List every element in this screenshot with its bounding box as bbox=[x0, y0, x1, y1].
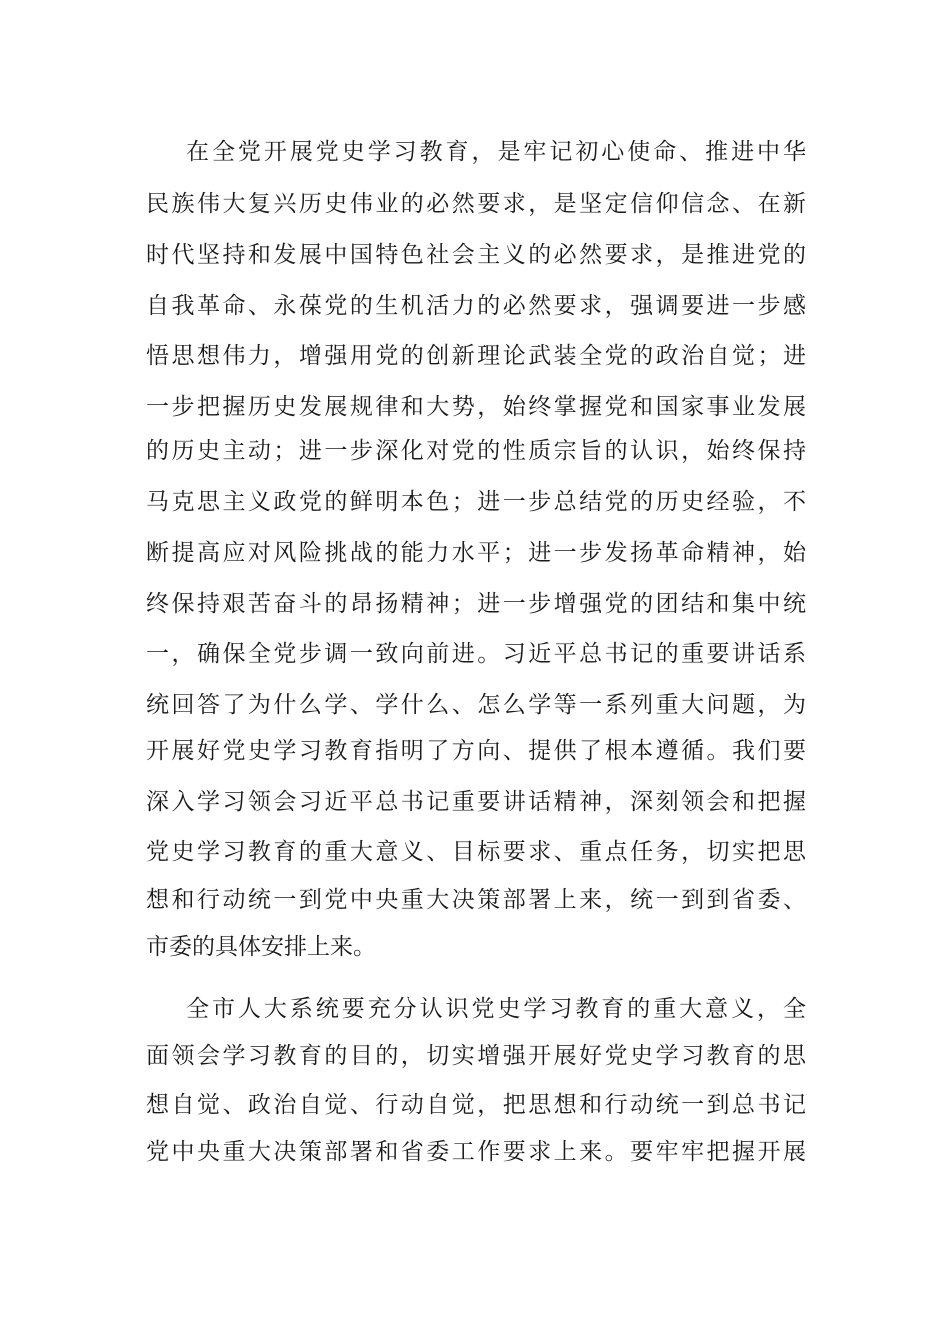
paragraph-1-line-9: 断提高应对风险挑战的能力水平；进一步发扬革命精神，始 bbox=[146, 540, 806, 566]
paragraph-2-line-1: 全市人大系统要充分认识党史学习教育的重大意义，全 bbox=[186, 996, 806, 1022]
paragraph-1-line-14: 深入学习领会习近平总书记重要讲话精神，深刻领会和把握 bbox=[146, 789, 806, 815]
paragraph-1-line-1: 在全党开展党史学习教育，是牢记初心使命、推进中华 bbox=[186, 139, 806, 165]
paragraph-1-line-7: 的历史主动；进一步深化对党的性质宗旨的认识，始终保持 bbox=[146, 438, 806, 464]
paragraph-2-line-2: 面领会学习教育的目的，切实增强开展好党史学习教育的思 bbox=[146, 1043, 806, 1069]
paragraph-1-line-16: 想和行动统一到党中央重大决策部署上来，统一到到省委、 bbox=[146, 887, 806, 913]
paragraph-1-line-6: 一步把握历史发展规律和大势，始终掌握党和国家事业发展 bbox=[146, 394, 806, 420]
paragraph-1-line-5: 悟思想伟力，增强用党的创新理论武装全党的政治自觉；进 bbox=[146, 343, 806, 369]
paragraph-2-line-3: 想自觉、政治自觉、行动自觉，把思想和行动统一到总书记 bbox=[146, 1092, 806, 1118]
paragraph-1-line-15: 党史学习教育的重大意义、目标要求、重点任务，切实把思 bbox=[146, 839, 806, 865]
paragraph-1-line-2: 民族伟大复兴历史伟业的必然要求，是坚定信仰信念、在新 bbox=[146, 191, 806, 217]
paragraph-1-line-17: 市委的具体安排上来。 bbox=[146, 934, 376, 960]
paragraph-1-line-11: 一，确保全党步调一致向前进。习近平总书记的重要讲话系 bbox=[146, 641, 806, 667]
paragraph-1-line-4: 自我革命、永葆党的生机活力的必然要求，强调要进一步感 bbox=[146, 293, 806, 319]
paragraph-1-line-3: 时代坚持和发展中国特色社会主义的必然要求，是推进党的 bbox=[146, 242, 806, 268]
paragraph-1-line-12: 统回答了为什么学、学什么、怎么学等一系列重大问题，为 bbox=[146, 692, 806, 718]
paragraph-1-line-8: 马克思主义政党的鲜明本色；进一步总结党的历史经验，不 bbox=[146, 489, 806, 515]
paragraph-1-line-13: 开展好党史学习教育指明了方向、提供了根本遵循。我们要 bbox=[146, 738, 806, 764]
paragraph-2-line-4: 党中央重大决策部署和省委工作要求上来。要牢牢把握开展 bbox=[146, 1139, 806, 1165]
paragraph-1-line-10: 终保持艰苦奋斗的昂扬精神；进一步增强党的团结和集中统 bbox=[146, 591, 806, 617]
